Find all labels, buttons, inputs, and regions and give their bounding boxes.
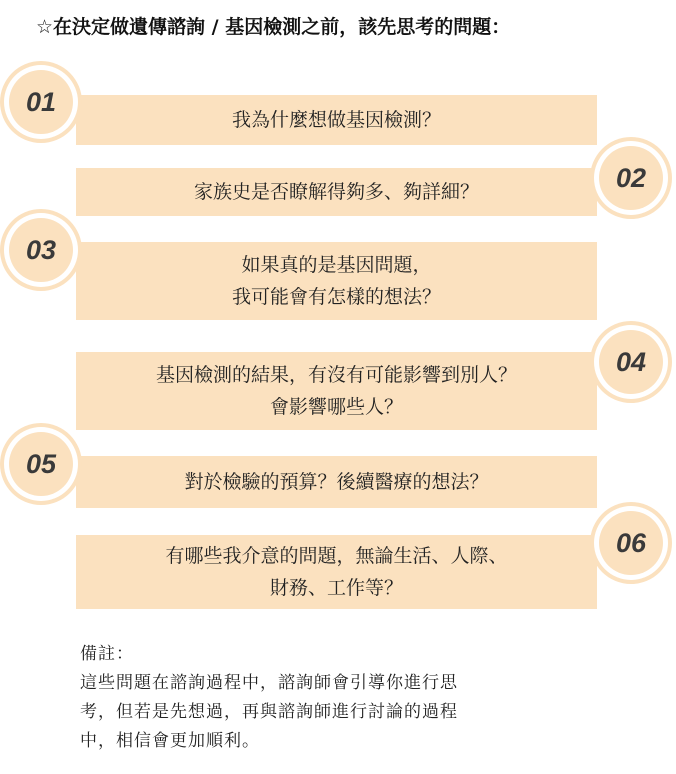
question-line: 家族史是否瞭解得夠多、夠詳細？ <box>193 181 479 203</box>
number-badge-02: 02 <box>599 146 663 210</box>
question-box-04 <box>76 352 597 430</box>
question-line: 會影響哪些人？ <box>269 396 403 418</box>
remark-heading: 備註： <box>80 644 134 664</box>
question-line: 有哪些我介意的問題，無論生活、人際、 <box>165 545 508 567</box>
question-box-06 <box>76 535 597 609</box>
page-title: ☆在決定做遺傳諮詢 / 基因檢測之前，該先思考的問題： <box>36 16 511 38</box>
question-line: 財務、工作等？ <box>269 577 403 599</box>
question-box-05 <box>76 456 597 508</box>
question-box-03 <box>76 242 597 320</box>
number-badge-01: 01 <box>9 70 73 134</box>
number-badge-06: 06 <box>599 511 663 575</box>
number-badge-05: 05 <box>9 432 73 496</box>
question-line: 我為什麼想做基因檢測？ <box>231 109 441 131</box>
number-badge-03: 03 <box>9 218 73 282</box>
remark-line: 這些問題在諮詢過程中，諮詢師會引導你進行思 <box>80 673 458 693</box>
remark-line: 考，但若是先想過，再與諮詢師進行討論的過程 <box>80 702 458 722</box>
question-box-02 <box>76 168 597 216</box>
question-line: 基因檢測的結果，有沒有可能影響到別人？ <box>155 364 517 386</box>
remark-block <box>80 640 620 756</box>
question-box-01 <box>76 95 597 145</box>
question-line: 對於檢驗的預算？後續醫療的想法？ <box>184 471 489 493</box>
question-line: 我可能會有怎樣的想法？ <box>231 286 441 308</box>
remark-line: 中，相信會更加順利。 <box>80 731 260 751</box>
question-line: 如果真的是基因問題， <box>241 254 432 276</box>
number-badge-04: 04 <box>599 330 663 394</box>
